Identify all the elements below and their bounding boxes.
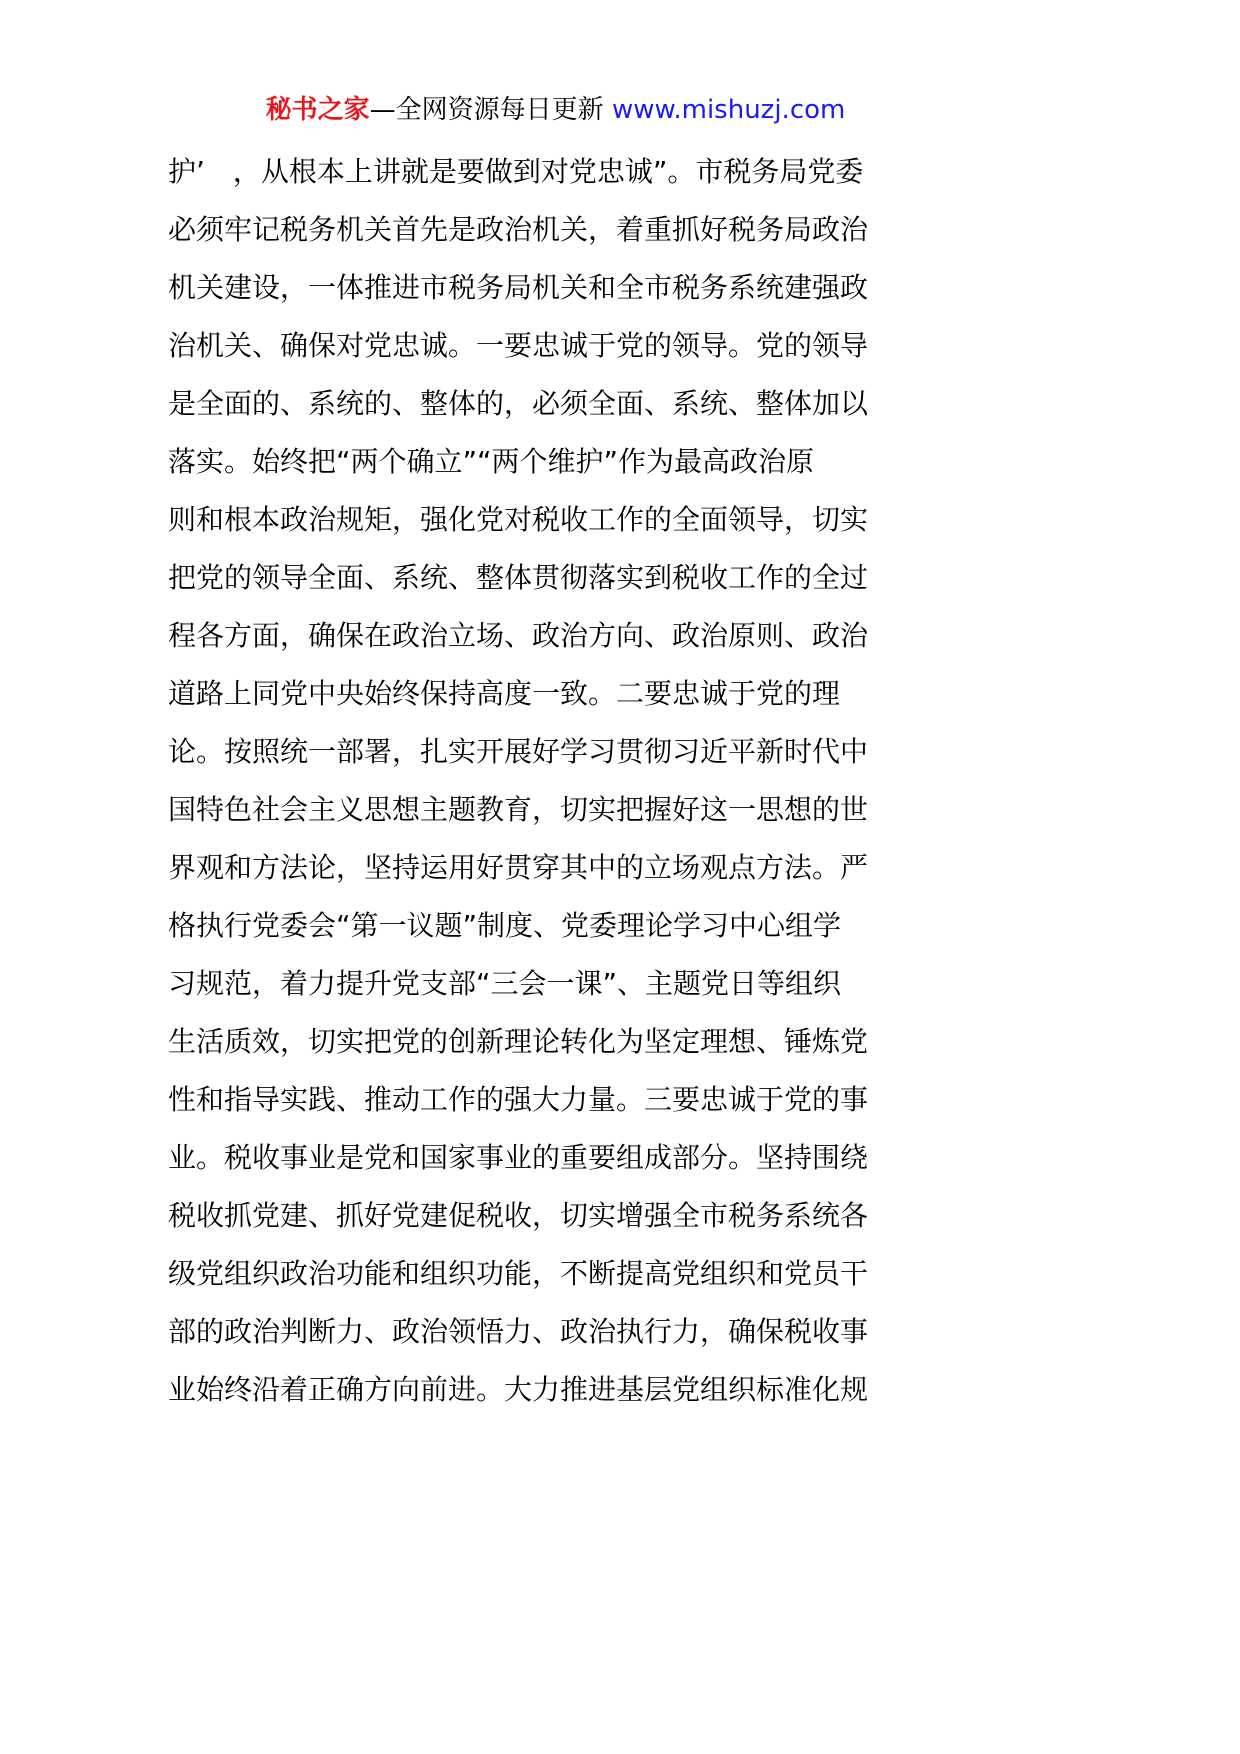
text-line: 部的政治判断力、政治领悟力、政治执行力，确保税收事 <box>168 1315 869 1348</box>
document-body <box>168 143 948 1419</box>
text-line: 界观和方法论，坚持运用好贯穿其中的立场观点方法。严 <box>168 851 869 884</box>
page-header <box>0 92 1111 128</box>
text-line: 程各方面，确保在政治立场、政治方向、政治原则、政治 <box>168 619 869 652</box>
site-brand: 秘书之家 <box>265 95 370 125</box>
text-line: 必须牢记税务机关首先是政治机关，着重抓好税务局政治 <box>168 213 869 246</box>
text-line: 把党的领导全面、系统、整体贯彻落实到税收工作的全过 <box>168 561 869 594</box>
text-line: 是全面的、系统的、整体的，必须全面、系统、整体加以 <box>168 387 869 420</box>
text-line: 则和根本政治规矩，强化党对税收工作的全面领导，切实 <box>168 503 869 536</box>
text-line: 国特色社会主义思想主题教育，切实把握好这一思想的世 <box>168 793 869 826</box>
text-line: 道路上同党中央始终保持高度一致。二要忠诚于党的理 <box>168 677 841 710</box>
text-line: 级党组织政治功能和组织功能，不断提高党组织和党员干 <box>168 1257 869 1290</box>
text-line: 机关建设，一体推进市税务局机关和全市税务系统建强政 <box>168 271 869 304</box>
text-line: 业。税收事业是党和国家事业的重要组成部分。坚持围绕 <box>168 1141 869 1174</box>
text-line: 性和指导实践、推动工作的强大力量。三要忠诚于党的事 <box>168 1083 869 1116</box>
text-line: 落实。始终把“两个确立”“两个维护”作为最高政治原 <box>168 445 815 478</box>
text-line: 论。按照统一部署，扎实开展好学习贯彻习近平新时代中 <box>168 735 869 768</box>
text-line: 业始终沿着正确方向前进。大力推进基层党组织标准化规 <box>168 1373 869 1406</box>
text-line: 护’ ，从根本上讲就是要做到对党忠诚”。市税务局党委 <box>168 155 864 188</box>
site-url-link[interactable]: www.mishuzj.com <box>611 95 846 125</box>
text-line: 税收抓党建、抓好党建促税收，切实增强全市税务系统各 <box>168 1199 869 1232</box>
text-line: 生活质效，切实把党的创新理论转化为坚定理想、锤炼党 <box>168 1025 869 1058</box>
text-line: 习规范，着力提升党支部“三会一课”、主题党日等组织 <box>168 967 842 1000</box>
text-line: 格执行党委会“第一议题”制度、党委理论学习中心组学 <box>168 909 842 942</box>
site-tagline: —全网资源每日更新 <box>369 95 604 125</box>
text-line: 治机关、确保对党忠诚。一要忠诚于党的领导。党的领导 <box>168 329 869 362</box>
